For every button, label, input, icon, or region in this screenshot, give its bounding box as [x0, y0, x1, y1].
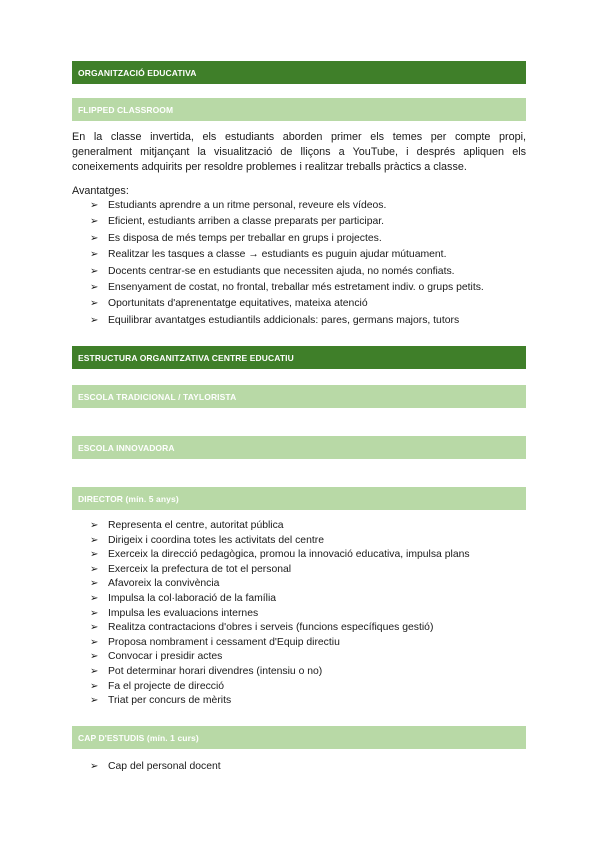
list-item-text: Es disposa de més temps per treballar en grups i projectes.: [108, 232, 382, 244]
intro-paragraph: [72, 130, 526, 175]
list-item: [90, 247, 484, 263]
arrow-bullet-icon: ➢: [90, 314, 99, 326]
arrow-bullet-icon: ➢: [90, 249, 99, 261]
list-item: [90, 198, 484, 214]
section-title: FLIPPED CLASSROOM: [78, 104, 174, 115]
arrow-bullet-icon: ➢: [90, 281, 99, 293]
list-item-text: Estudiants aprendre a un ritme personal, reveure els vídeos.: [108, 200, 387, 211]
list-item-text: Oportunitats d'aprenentatge equitatives, mateixa atenció: [108, 298, 368, 310]
arrow-bullet-icon: ➢: [90, 549, 99, 561]
arrow-bullet-icon: ➢: [90, 200, 99, 211]
section-header-organitzacio: [72, 61, 526, 84]
section-header-estructura: [72, 346, 526, 369]
section-header-escola-innovadora: [72, 436, 526, 459]
list-item: [90, 214, 484, 230]
list-item: [90, 548, 470, 563]
list-item-text: Cap del personal docent: [108, 761, 221, 772]
list-item-text: Impulsa la col·laboració de la família: [108, 592, 277, 604]
section-header-escola-tradicional: [72, 385, 526, 408]
list-item: [90, 231, 484, 247]
arrow-bullet-icon: ➢: [90, 636, 99, 648]
arrow-bullet-icon: ➢: [90, 651, 99, 663]
section-title: ORGANITZACIÓ EDUCATIVA: [78, 67, 197, 78]
section-header-director: [72, 487, 526, 510]
arrow-bullet-icon: ➢: [90, 607, 99, 619]
list-item-text: Realitza contractacions d'obres i serveis (funcions específiques gestió): [108, 622, 434, 634]
list-item: [90, 694, 470, 709]
arrow-bullet-icon: ➢: [90, 216, 99, 228]
list-item: [90, 592, 470, 607]
list-item: [90, 607, 470, 622]
section-header-cap-estudis: [72, 726, 526, 749]
arrow-bullet-icon: ➢: [90, 592, 99, 604]
list-item-text: Dirigeix i coordina totes les activitats del centre: [108, 534, 324, 546]
list-item: [90, 665, 470, 680]
list-item-text: Docents centrar-se en estudiants que necessiten ajuda, no només confiats.: [108, 265, 455, 277]
arrow-bullet-icon: ➢: [90, 298, 99, 310]
arrow-bullet-icon: ➢: [90, 680, 99, 692]
list-item-text: Triat per concurs de mèrits: [108, 695, 232, 707]
list-item-text: Eficient, estudiants arriben a classe preparats per participar.: [108, 216, 385, 228]
list-item-text: Impulsa les evaluacions internes: [108, 607, 259, 619]
list-item-text: Fa el projecte de direcció: [108, 680, 225, 692]
section-header-flipped-classroom: [72, 98, 526, 121]
list-item-text: Representa el centre, autoritat pública: [108, 520, 284, 531]
list-item: [90, 636, 470, 651]
cap-list: [90, 760, 221, 775]
arrow-bullet-icon: ➢: [90, 520, 99, 531]
section-title: ESTRUCTURA ORGANITZATIVA CENTRE EDUCATIU: [78, 352, 294, 363]
list-item: [90, 563, 470, 578]
section-title: DIRECTOR (mín. 5 anys): [78, 493, 179, 504]
list-item: [90, 313, 484, 329]
list-item: [90, 519, 470, 534]
intro-line: generalment mitjançant la visualització de lliçons a YouTube, i després apliquen els: [72, 146, 526, 158]
arrow-bullet-icon: ➢: [90, 695, 99, 707]
list-item: [90, 680, 470, 695]
director-list: [90, 519, 470, 709]
list-item-text: Afavoreix la convivència: [108, 578, 220, 590]
arrow-bullet-icon: ➢: [90, 534, 99, 546]
list-item: [90, 534, 470, 549]
list-item: [90, 760, 221, 775]
section-title: ESCOLA INNOVADORA: [78, 442, 175, 453]
arrow-bullet-icon: ➢: [90, 232, 99, 244]
list-item-text: Equilibrar avantatges estudiantils addicionals: pares, germans majors, tutors: [108, 314, 460, 326]
list-item-text: Proposa nombrament i cessament d'Equip directiu: [108, 636, 340, 648]
list-item-text: Exerceix la direcció pedagògica, promou la innovació educativa, impulsa plans: [108, 549, 470, 561]
arrow-bullet-icon: ➢: [90, 622, 99, 634]
section-title: CAP D'ESTUDIS (mín. 1 curs): [78, 732, 199, 743]
avantatges-list: [90, 198, 484, 329]
intro-line: coneixements adquirits per resoldre problemes i realitzar treballs pràctics a classe.: [72, 161, 467, 173]
list-item: [90, 621, 470, 636]
arrow-bullet-icon: ➢: [90, 578, 99, 590]
list-item: [90, 280, 484, 296]
list-item: [90, 296, 484, 312]
arrow-bullet-icon: ➢: [90, 761, 99, 772]
list-item: [90, 650, 470, 665]
list-item: [90, 264, 484, 280]
list-item: [90, 577, 470, 592]
list-item-text: Realitzar les tasques a classe → estudiants es puguin ajudar mútuament.: [108, 249, 447, 261]
avantatges-label: Avantatges:: [72, 185, 129, 197]
section-title: ESCOLA TRADICIONAL / TAYLORISTA: [78, 391, 237, 402]
list-item-text: Convocar i presidir actes: [108, 651, 223, 663]
arrow-bullet-icon: ➢: [90, 665, 99, 677]
list-item-text: Pot determinar horari divendres (intensiu o no): [108, 665, 323, 677]
arrow-bullet-icon: ➢: [90, 265, 99, 277]
intro-line: En la classe invertida, els estudiants aborden primer els temes per compte propi,: [72, 131, 526, 143]
list-item-text: Ensenyament de costat, no frontal, treballar més estretament indiv. o grups petits.: [108, 281, 484, 293]
list-item-text: Exerceix la prefectura de tot el personal: [108, 563, 292, 575]
arrow-bullet-icon: ➢: [90, 563, 99, 575]
